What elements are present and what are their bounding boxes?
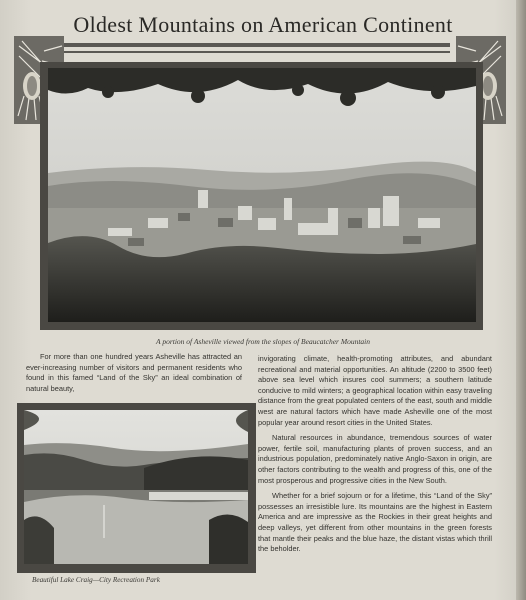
- page-title: Oldest Mountains on American Continent: [73, 12, 453, 37]
- article-paragraph: Natural resources in abundance, tremendous sources of water power, fertile soil, manufacturing plants of proven success, and an industrious population, predominately native Anglo-Saxon in origin, are other factors contributing to the wealth and progress of this, one of the most prosperous and progressive cities in the New South.: [258, 433, 492, 485]
- main-photo-caption: A portion of Asheville viewed from the slopes of Beaucatcher Mountain: [156, 337, 370, 346]
- lake-photo-caption: Beautiful Lake Craig—City Recreation Park: [32, 576, 160, 584]
- article-paragraph: invigorating climate, health-promoting attributes, and abundant recreational and material opportunities. An altitude (2200 to 3500 feet) above sea level which insures cool summers; a southern latitude conducive to mild winters; a geographical location within easy traveling distance from the great populated centers of the east, south and middle west are natural factors which have made Asheville one of the most popular year around resort cities in the United States.: [258, 354, 492, 427]
- title-rule-thin: [64, 51, 450, 53]
- article-right-column: [258, 354, 492, 560]
- page-spine: [516, 0, 526, 600]
- article-left-column: [26, 352, 242, 399]
- article-paragraph: Whether for a brief sojourn or for a lifetime, this “Land of the Sky” possesses an irresistible lure. Its mountains are the highest in Eastern America and are impressive as the Rockies in their great heights and deep valleys, yet different from other mountains in the green forests that mantle their peaks and the blue haze, the distant vistas which thrill the beholder.: [258, 491, 492, 554]
- lake-craig-photo: [24, 410, 248, 564]
- article-paragraph: For more than one hundred years Asheville has attracted an ever-increasing number of visitors and permanent residents who found in this famed “Land of the Sky” an ideal combination of natural beauty,: [26, 352, 242, 393]
- title-rule: [64, 43, 450, 47]
- asheville-panorama-photo: [48, 68, 476, 322]
